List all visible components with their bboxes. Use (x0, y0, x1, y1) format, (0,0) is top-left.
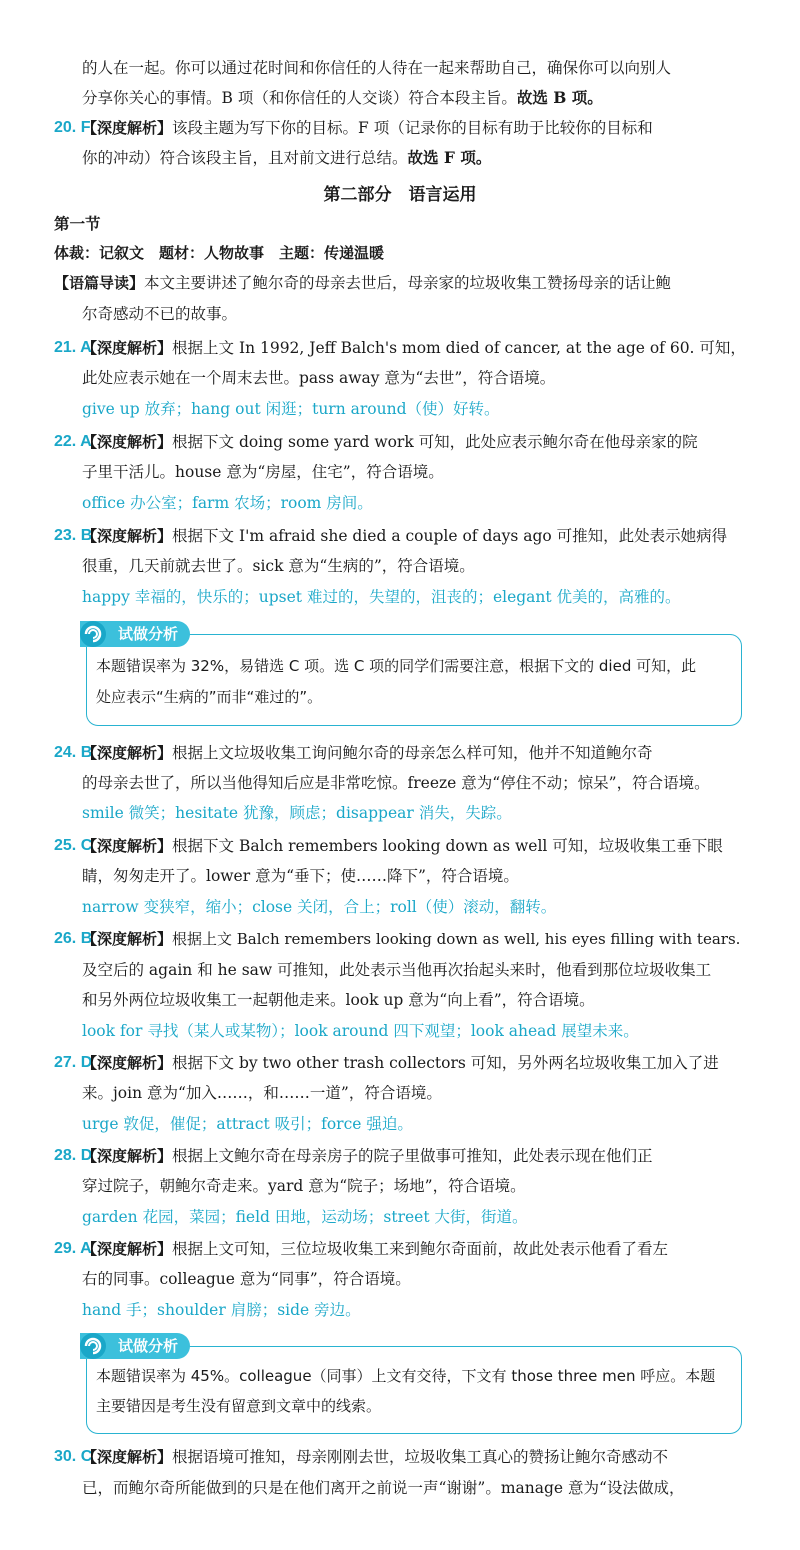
question-number: 25. C (54, 837, 93, 854)
swirl-icon (78, 619, 108, 649)
text-line: 右的同事。colleague 意为“同事”，符合语境。 (82, 1270, 411, 1288)
analysis-text: 处应表示“生病的”而非“难过的”。 (96, 688, 323, 706)
vocab-line: office 办公室；farm 农场；room 房间。 (82, 494, 373, 512)
swirl-icon (78, 1331, 108, 1361)
vocab-line: happy 幸福的，快乐的；upset 难过的，失望的，沮丧的；elegant 优美的，高雅的。 (82, 588, 681, 606)
vocab-line: garden 花园，菜园；field 田地，运动场；street 大街，街道。 (82, 1208, 528, 1226)
analysis-box (86, 634, 742, 726)
text-line: 【深度解析】根据语境可推知，母亲刚刚去世，垃圾收集工真心的赞扬让鲍尔奇感动不 (82, 1448, 669, 1466)
analysis-box-title: 试做分析 (80, 1333, 190, 1359)
question-number: 28. D (54, 1147, 93, 1164)
text-line: 此处应表示她在一个周末去世。pass away 意为“去世”，符合语境。 (82, 369, 556, 387)
text-line: 【深度解析】根据上文 In 1992, Jeff Balch's mom died of cancer, at the age of 60. 可知， (82, 339, 746, 357)
text-line: 穿过院子，朝鲍尔奇走来。yard 意为“院子；场地”，符合语境。 (82, 1177, 526, 1195)
question-number: 26. B (54, 930, 93, 947)
question-number: 23. B (54, 527, 93, 544)
question-number: 22. A (54, 433, 92, 450)
text-line: 很重，几天前就去世了。sick 意为“生病的”，符合语境。 (82, 557, 475, 575)
text-line: 【深度解析】根据下文 doing some yard work 可知，此处应表示鲍尔奇在他母亲家的院 (82, 433, 698, 451)
text-line: 【深度解析】根据上文鲍尔奇在母亲房子的院子里做事可推知，此处表示现在他们正 (82, 1147, 653, 1165)
text-line: 和另外两位垃圾收集工一起朝他走来。look up 意为“向上看”，符合语境。 (82, 991, 595, 1009)
vocab-line: give up 放弃；hang out 闲逛；turn around（使）好转。 (82, 400, 500, 418)
text-line: 的人在一起。你可以通过花时间和你信任的人待在一起来帮助自己，确保你可以向别人 (82, 59, 672, 77)
text-line: 及空后的 again 和 he saw 可推知，此处表示当他再次抬起头来时，他看到那位垃圾收集工 (82, 961, 712, 979)
text-line: 尔奇感动不已的故事。 (82, 305, 238, 323)
text-line: 已，而鲍尔奇所能做到的只是在他们离开之前说一声“谢谢”。manage 意为“设法做成， (82, 1479, 685, 1497)
text-line: 你的冲动）符合该段主旨，且对前文进行总结。故选 F 项。 (82, 148, 492, 167)
vocab-line: narrow 变狭窄，缩小；close 关闭，合上；roll（使）滚动，翻转。 (82, 898, 557, 916)
text-line: 【深度解析】根据下文 by two other trash collectors 可知，另外两名垃圾收集工加入了进 (82, 1054, 719, 1072)
question-number: 24. B (54, 744, 93, 761)
text-line: 【语篇导读】本文主要讲述了鲍尔奇的母亲去世后，母亲家的垃圾收集工赞扬母亲的话让鲍 (54, 274, 672, 292)
question-number: 21. A (54, 339, 92, 356)
text-line: 分享你关心的事情。B 项（和你信任的人交谈）符合本段主旨。故选 B 项。 (82, 88, 603, 107)
question-number: 27. D (54, 1054, 93, 1071)
text-line: 的母亲去世了，所以当他得知后应是非常吃惊。freeze 意为“停住不动；惊呆”，符合语境。 (82, 774, 710, 792)
question-number: 29. A (54, 1240, 92, 1257)
vocab-line: look for 寻找（某人或某物）；look around 四下观望；look ahead 展望未来。 (82, 1022, 639, 1040)
text-line: 睛，匆匆走开了。lower 意为“垂下；使……降下”，符合语境。 (82, 867, 519, 885)
text-line: 来。join 意为“加入……，和……一道”，符合语境。 (82, 1084, 442, 1102)
vocab-line: smile 微笑；hesitate 犹豫，顾虑；disappear 消失，失踪。 (82, 804, 512, 822)
question-number: 30. C (54, 1448, 93, 1465)
text-line: 子里干活儿。house 意为“房屋，住宅”，符合语境。 (82, 463, 444, 481)
analysis-box-title: 试做分析 (80, 621, 190, 647)
part-title: 第二部分 语言运用 (323, 185, 477, 205)
analysis-text: 本题错误率为 45%。colleague（同事）上文有交待，下文有 those three men 呼应。本题 (96, 1367, 716, 1385)
vocab-line: hand 手；shoulder 肩膀；side 旁边。 (82, 1301, 361, 1319)
text-line: 【深度解析】根据上文垃圾收集工询问鲍尔奇的母亲怎么样可知，他并不知道鲍尔奇 (82, 744, 653, 762)
text-line: 【深度解析】根据上文 Balch remembers looking down as well, his eyes filling with tears. (82, 930, 741, 948)
analysis-text: 本题错误率为 32%，易错选 C 项。选 C 项的同学们需要注意，根据下文的 died 可知，此 (96, 657, 697, 675)
question-number: 20. F (54, 119, 91, 136)
passage-meta: 体裁：记叙文 题材：人物故事 主题：传递温暖 (54, 244, 385, 262)
text-line: 【深度解析】根据下文 Balch remembers looking down as well 可知，垃圾收集工垂下眼 (82, 837, 723, 855)
analysis-text: 主要错因是考生没有留意到文章中的线索。 (96, 1397, 382, 1415)
text-line: 【深度解析】根据上文可知，三位垃圾收集工来到鲍尔奇面前，故此处表示他看了看左 (82, 1240, 669, 1258)
analysis-box (86, 1346, 742, 1434)
vocab-line: urge 敦促，催促；attract 吸引；force 强迫。 (82, 1115, 413, 1133)
text-line: 【深度解析】该段主题为写下你的目标。F 项（记录你的目标有助于比较你的目标和 (82, 119, 653, 137)
section-label: 第一节 (54, 215, 101, 233)
text-line: 【深度解析】根据下文 I'm afraid she died a couple of days ago 可推知，此处表示她病得 (82, 527, 728, 545)
